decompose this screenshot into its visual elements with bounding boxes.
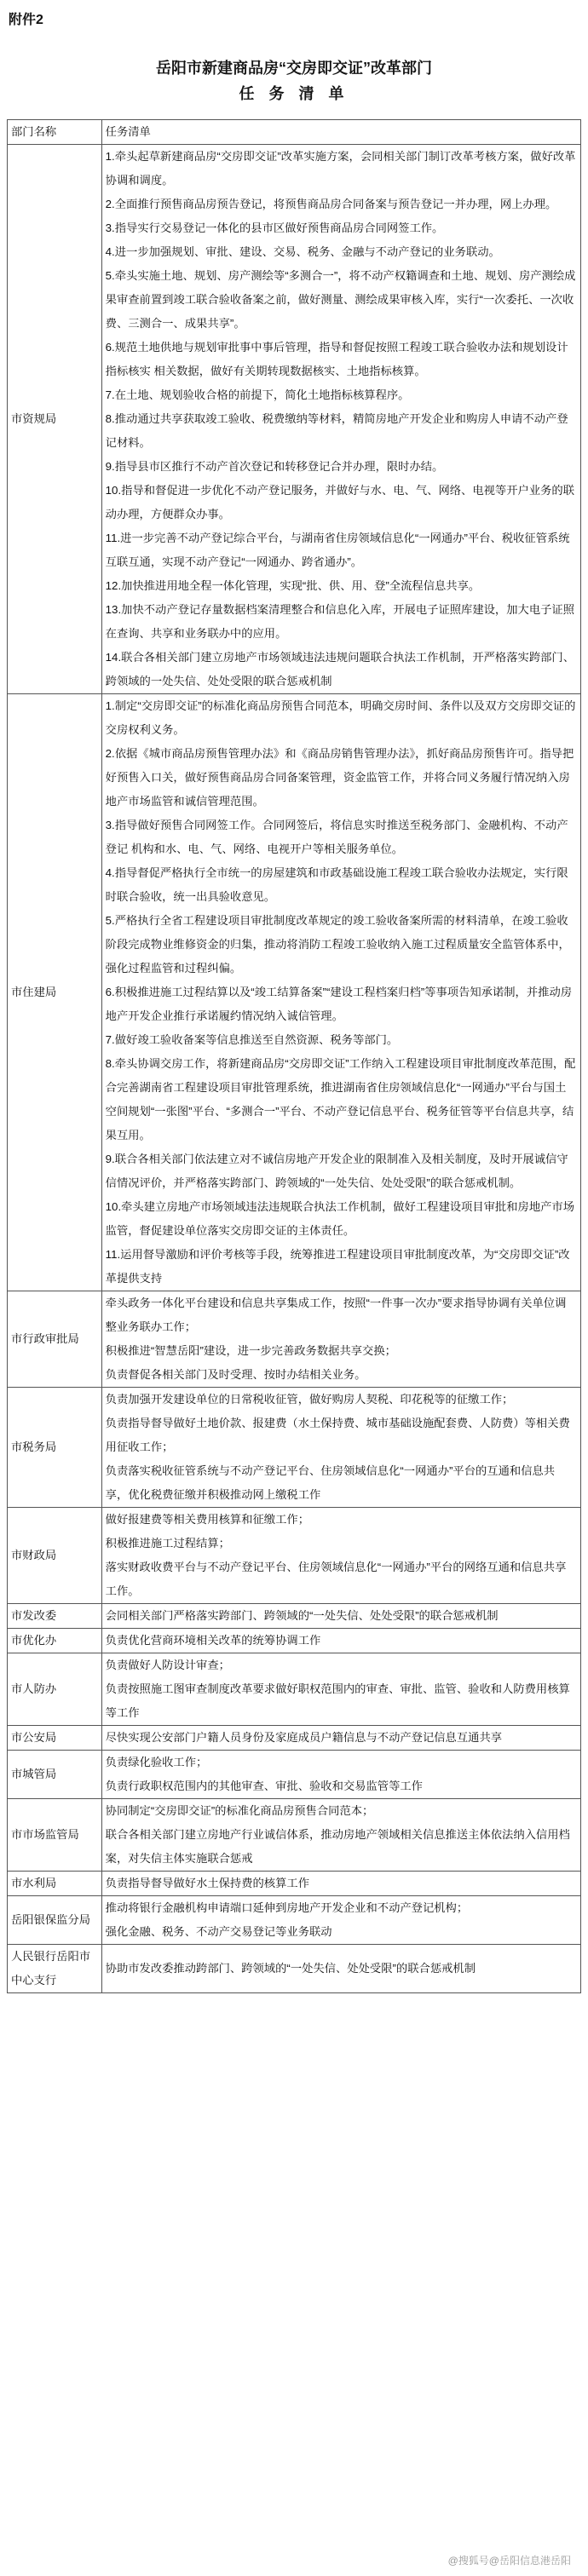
task-item: 5.严格执行全省工程建设项目审批制度改革规定的竣工验收备案所需的材料清单，在竣工验收阶段完成物业维修资金的归集，推动将消防工程竣工验收纳入施工过程质量安全监管体系中，强化过程监管和过程纠偏。 [105, 914, 570, 975]
task-item: 联合各相关部门建立房地产行业诚信体系，推动房地产领域相关信息推送主体依法纳入信用档案，对失信主体实施联合惩戒 [105, 1828, 570, 1865]
task-cell [101, 1751, 580, 1799]
table-row [8, 1653, 581, 1726]
task-item: 5.牵头实施土地、规划、房产测绘等“多测合一”，将不动产权籍调查和土地、规划、房产测绘成果审查前置到竣工联合验收备案之前，做好测量、测绘成果审核入库，实行“一次委托、一次收费、三测合一、成果共享”。 [105, 269, 576, 330]
document-subtitle: 任 务 清 单 [239, 85, 349, 102]
task-item: 8.推动通过共享获取竣工验收、税费缴纳等材料，精简房地产开发企业和购房人申请不动产登记材料。 [105, 412, 568, 449]
table-row [8, 1388, 581, 1508]
table-row [8, 145, 581, 694]
task-item: 负责行政职权范围内的其他审查、审批、验收和交易监管等工作 [105, 1780, 423, 1792]
dept-cell [8, 694, 102, 1291]
dept-cell [8, 1653, 102, 1726]
task-cell [101, 1629, 580, 1653]
table-row [8, 1604, 581, 1629]
task-item: 积极推进施工过程结算； [105, 1537, 230, 1550]
dept-name: 市优化办 [11, 1634, 57, 1647]
task-item: 4.指导督促严格执行全市统一的房屋建筑和市政基础设施工程竣工联合验收办法规定，实行限时联合验收，统一出具验收意见。 [105, 866, 568, 903]
task-item: 负责绿化验收工作； [105, 1756, 208, 1768]
table-row [8, 1799, 581, 1872]
dept-name: 市水利局 [11, 1877, 57, 1889]
table-row [8, 1726, 581, 1751]
table-row [8, 1751, 581, 1799]
task-item: 1.制定“交房即交证”的标准化商品房预售合同范本，明确交房时间、条件以及双方交房即交证的交房权利义务。 [105, 699, 576, 736]
dept-name: 岳阳银保监分局 [11, 1913, 91, 1926]
task-item: 11.运用督导激励和评价考核等手段，统筹推进工程建设项目审批制度改革，为“交房即交证”改革提供支持 [105, 1248, 570, 1285]
dept-name: 市公安局 [11, 1731, 57, 1744]
dept-name: 市行政审批局 [11, 1332, 79, 1345]
dept-name: 市市场监管局 [11, 1828, 79, 1841]
attachment-label: 附件2 [9, 13, 43, 27]
dept-cell [8, 1604, 102, 1629]
task-item: 9.联合各相关部门依法建立对不诚信房地产开发企业的限制准入及相关制度，及时开展诚信守信情况评价，并严格落实跨部门、跨领域的“一处失信、处处受限”的联合惩戒机制。 [105, 1153, 568, 1189]
task-item: 负责加强开发建设单位的日常税收征管，做好购房人契税、印花税等的征缴工作； [105, 1393, 514, 1406]
dept-name: 市住建局 [11, 986, 57, 998]
task-item: 6.积极推进施工过程结算以及“竣工结算备案”“建设工程档案归档”等事项告知承诺制，并推动房地产开发企业推行承诺履约情况纳入诚信管理。 [105, 986, 573, 1022]
task-cell [101, 1726, 580, 1751]
task-item: 负责做好人防设计审查； [105, 1659, 230, 1671]
task-item: 协同制定“交房即交证”的标准化商品房预售合同范本； [105, 1804, 374, 1817]
task-item: 落实财政收费平台与不动产登记平台、住房领域信息化“一网通办”平台的网络互通和信息共享工作。 [105, 1561, 567, 1597]
task-item: 负责指导督导做好水土保持费的核算工作 [105, 1877, 309, 1889]
table-row [8, 1291, 581, 1388]
task-cell [101, 1896, 580, 1945]
table-row [8, 1945, 581, 1993]
task-item: 1.牵头起草新建商品房“交房即交证”改革实施方案，会同相关部门制订改革考核方案，做好改革协调和调度。 [105, 150, 576, 187]
task-item: 10.指导和督促进一步优化不动产登记服务，并做好与水、电、气、网络、电视等开户业务的联动办理，方便群众办事。 [105, 484, 575, 520]
table-row [8, 1508, 581, 1604]
table-body [8, 145, 581, 1993]
task-item: 12.加快推进用地全程一体化管理，实现“批、供、用、登”全流程信息共享。 [105, 579, 481, 592]
task-cell [101, 1945, 580, 1993]
header-dept: 部门名称 [8, 120, 102, 145]
dept-cell [8, 1388, 102, 1508]
task-item: 8.牵头协调交房工作，将新建商品房“交房即交证”工作纳入工程建设项目审批制度改革范围，配合完善湖南省工程建设项目审批管理系统，推进湖南省住房领域信息化“一网通办”平台与国土空间规划“一张图”平台、“多测合一”平台、不动产登记信息平台、税务征管等平台信息共享，结果互用。 [105, 1057, 576, 1141]
task-item: 14.联合各相关部门建立房地产市场领域违法违规问题联合执法工作机制，开严格落实跨部门、跨领域的一处失信、处处受限的联合惩戒机制 [105, 651, 575, 687]
task-item: 负责指导督导做好土地价款、报建费（水土保持费、城市基础设施配套费、人防费）等相关费用征收工作； [105, 1417, 570, 1453]
dept-cell [8, 145, 102, 694]
dept-name: 市人防办 [11, 1682, 57, 1695]
task-item: 推动将银行金融机构申请端口延伸到房地产开发企业和不动产登记机构； [105, 1901, 469, 1914]
task-item: 负责按照施工图审查制度改革要求做好职权范围内的审查、审批、监管、验收和人防费用核算等工作 [105, 1682, 570, 1719]
task-item: 积极推进“智慧岳阳”建设，进一步完善政务数据共享交换； [105, 1344, 396, 1357]
task-item: 6.规范土地供地与规划审批事中事后管理，指导和督促按照工程竣工联合验收办法和规划设计指标核实 相关数据，做好有关期转现数据核实、土地指标核算。 [105, 341, 568, 377]
task-item: 4.进一步加强规划、审批、建设、交易、税务、金融与不动产登记的业务联动。 [105, 245, 500, 258]
dept-cell [8, 1896, 102, 1945]
task-item: 负责落实税收征管系统与不动产登记平台、住房领域信息化“一网通办”平台的互通和信息共享，优化税费征缴并积极推动网上缴税工作 [105, 1464, 556, 1501]
dept-cell [8, 1799, 102, 1872]
watermark: @搜狐号@岳阳信息港岳阳 [447, 2555, 571, 2567]
task-cell [101, 145, 580, 694]
task-item: 10.牵头建立房地产市场领域违法违规联合执法工作机制，做好工程建设项目审批和房地产市场监管，督促建设单位落实交房即交证的主体责任。 [105, 1200, 575, 1237]
dept-name: 市城管局 [11, 1768, 57, 1780]
dept-name: 市发改委 [11, 1609, 57, 1622]
dept-cell [8, 1872, 102, 1896]
task-item: 11.进一步完善不动产登记综合平台，与湖南省住房领域信息化“一网通办”平台、税收征管系统互联互通，实现不动产登记“一网通办、跨省通办”。 [105, 532, 570, 568]
dept-name: 市资规局 [11, 412, 57, 425]
task-item: 3.指导实行交易登记一体化的县市区做好预售商品房合同网签工作。 [105, 221, 444, 234]
task-cell [101, 1388, 580, 1508]
task-item: 会同相关部门严格落实跨部门、跨领域的“一处失信、处处受限”的联合惩戒机制 [105, 1609, 499, 1622]
dept-cell [8, 1726, 102, 1751]
task-table [7, 119, 581, 1993]
task-cell [101, 1799, 580, 1872]
task-item: 做好报建费等相关费用核算和征缴工作； [105, 1513, 309, 1526]
dept-cell [8, 1945, 102, 1993]
dept-cell [8, 1751, 102, 1799]
table-row [8, 1872, 581, 1896]
task-item: 2.依据《城市商品房预售管理办法》和《商品房销售管理办法》，抓好商品房预售许可。指导把好预售入口关，做好预售商品房合同备案管理，资金监管工作，并将合同义务履行情况纳入房地产市场监管和诚信管理范围。 [105, 747, 574, 808]
task-cell [101, 1291, 580, 1388]
table-row [8, 694, 581, 1291]
table-row [8, 1896, 581, 1945]
dept-name: 市财政局 [11, 1549, 57, 1561]
task-item: 13.加快不动产登记存量数据档案清理整合和信息化入库，开展电子证照库建设，加大电子证照在查询、共享和业务联办中的应用。 [105, 603, 575, 640]
task-cell [101, 694, 580, 1291]
header-task: 任务清单 [101, 120, 580, 145]
task-item: 牵头政务一体化平台建设和信息共享集成工作，按照“一件事一次办”要求指导协调有关单位调整业务联办工作； [105, 1297, 567, 1333]
dept-cell [8, 1629, 102, 1653]
task-item: 7.做好竣工验收备案等信息推送至自然资源、税务等部门。 [105, 1033, 399, 1046]
document-title: 岳阳市新建商品房“交房即交证”改革部门 [156, 60, 432, 77]
table-header-row [8, 120, 581, 145]
task-item: 负责优化营商环境相关改革的统筹协调工作 [105, 1634, 321, 1647]
task-item: 协助市发改委推动跨部门、跨领域的“一处失信、处处受限”的联合惩戒机制 [105, 1962, 476, 1975]
task-item: 2.全面推行预售商品房预告登记，将预售商品房合同备案与预告登记一并办理，网上办理。 [105, 198, 557, 210]
table-row [8, 1629, 581, 1653]
dept-cell [8, 1291, 102, 1388]
dept-name: 人民银行岳阳市中心支行 [11, 1950, 91, 1987]
task-item: 7.在土地、规划验收合格的前提下，简化土地指标核算程序。 [105, 388, 410, 401]
task-item: 3.指导做好预售合同网签工作。合同网签后，将信息实时推送至税务部门、金融机构、不动产登记 机构和水、电、气、网络、电视开户等相关服务单位。 [105, 819, 568, 855]
task-item: 负责督促各相关部门及时受理、按时办结相关业务。 [105, 1368, 366, 1381]
dept-cell [8, 1508, 102, 1604]
task-cell [101, 1653, 580, 1726]
task-item: 9.指导县市区推行不动产首次登记和转移登记合并办理，限时办结。 [105, 460, 444, 473]
task-item: 强化金融、税务、不动产交易登记等业务联动 [105, 1925, 332, 1938]
task-cell [101, 1508, 580, 1604]
dept-name: 市税务局 [11, 1440, 57, 1453]
task-item: 尽快实现公安部门户籍人员身份及家庭成员户籍信息与不动产登记信息互通共享 [105, 1731, 503, 1744]
task-cell [101, 1604, 580, 1629]
task-cell [101, 1872, 580, 1896]
